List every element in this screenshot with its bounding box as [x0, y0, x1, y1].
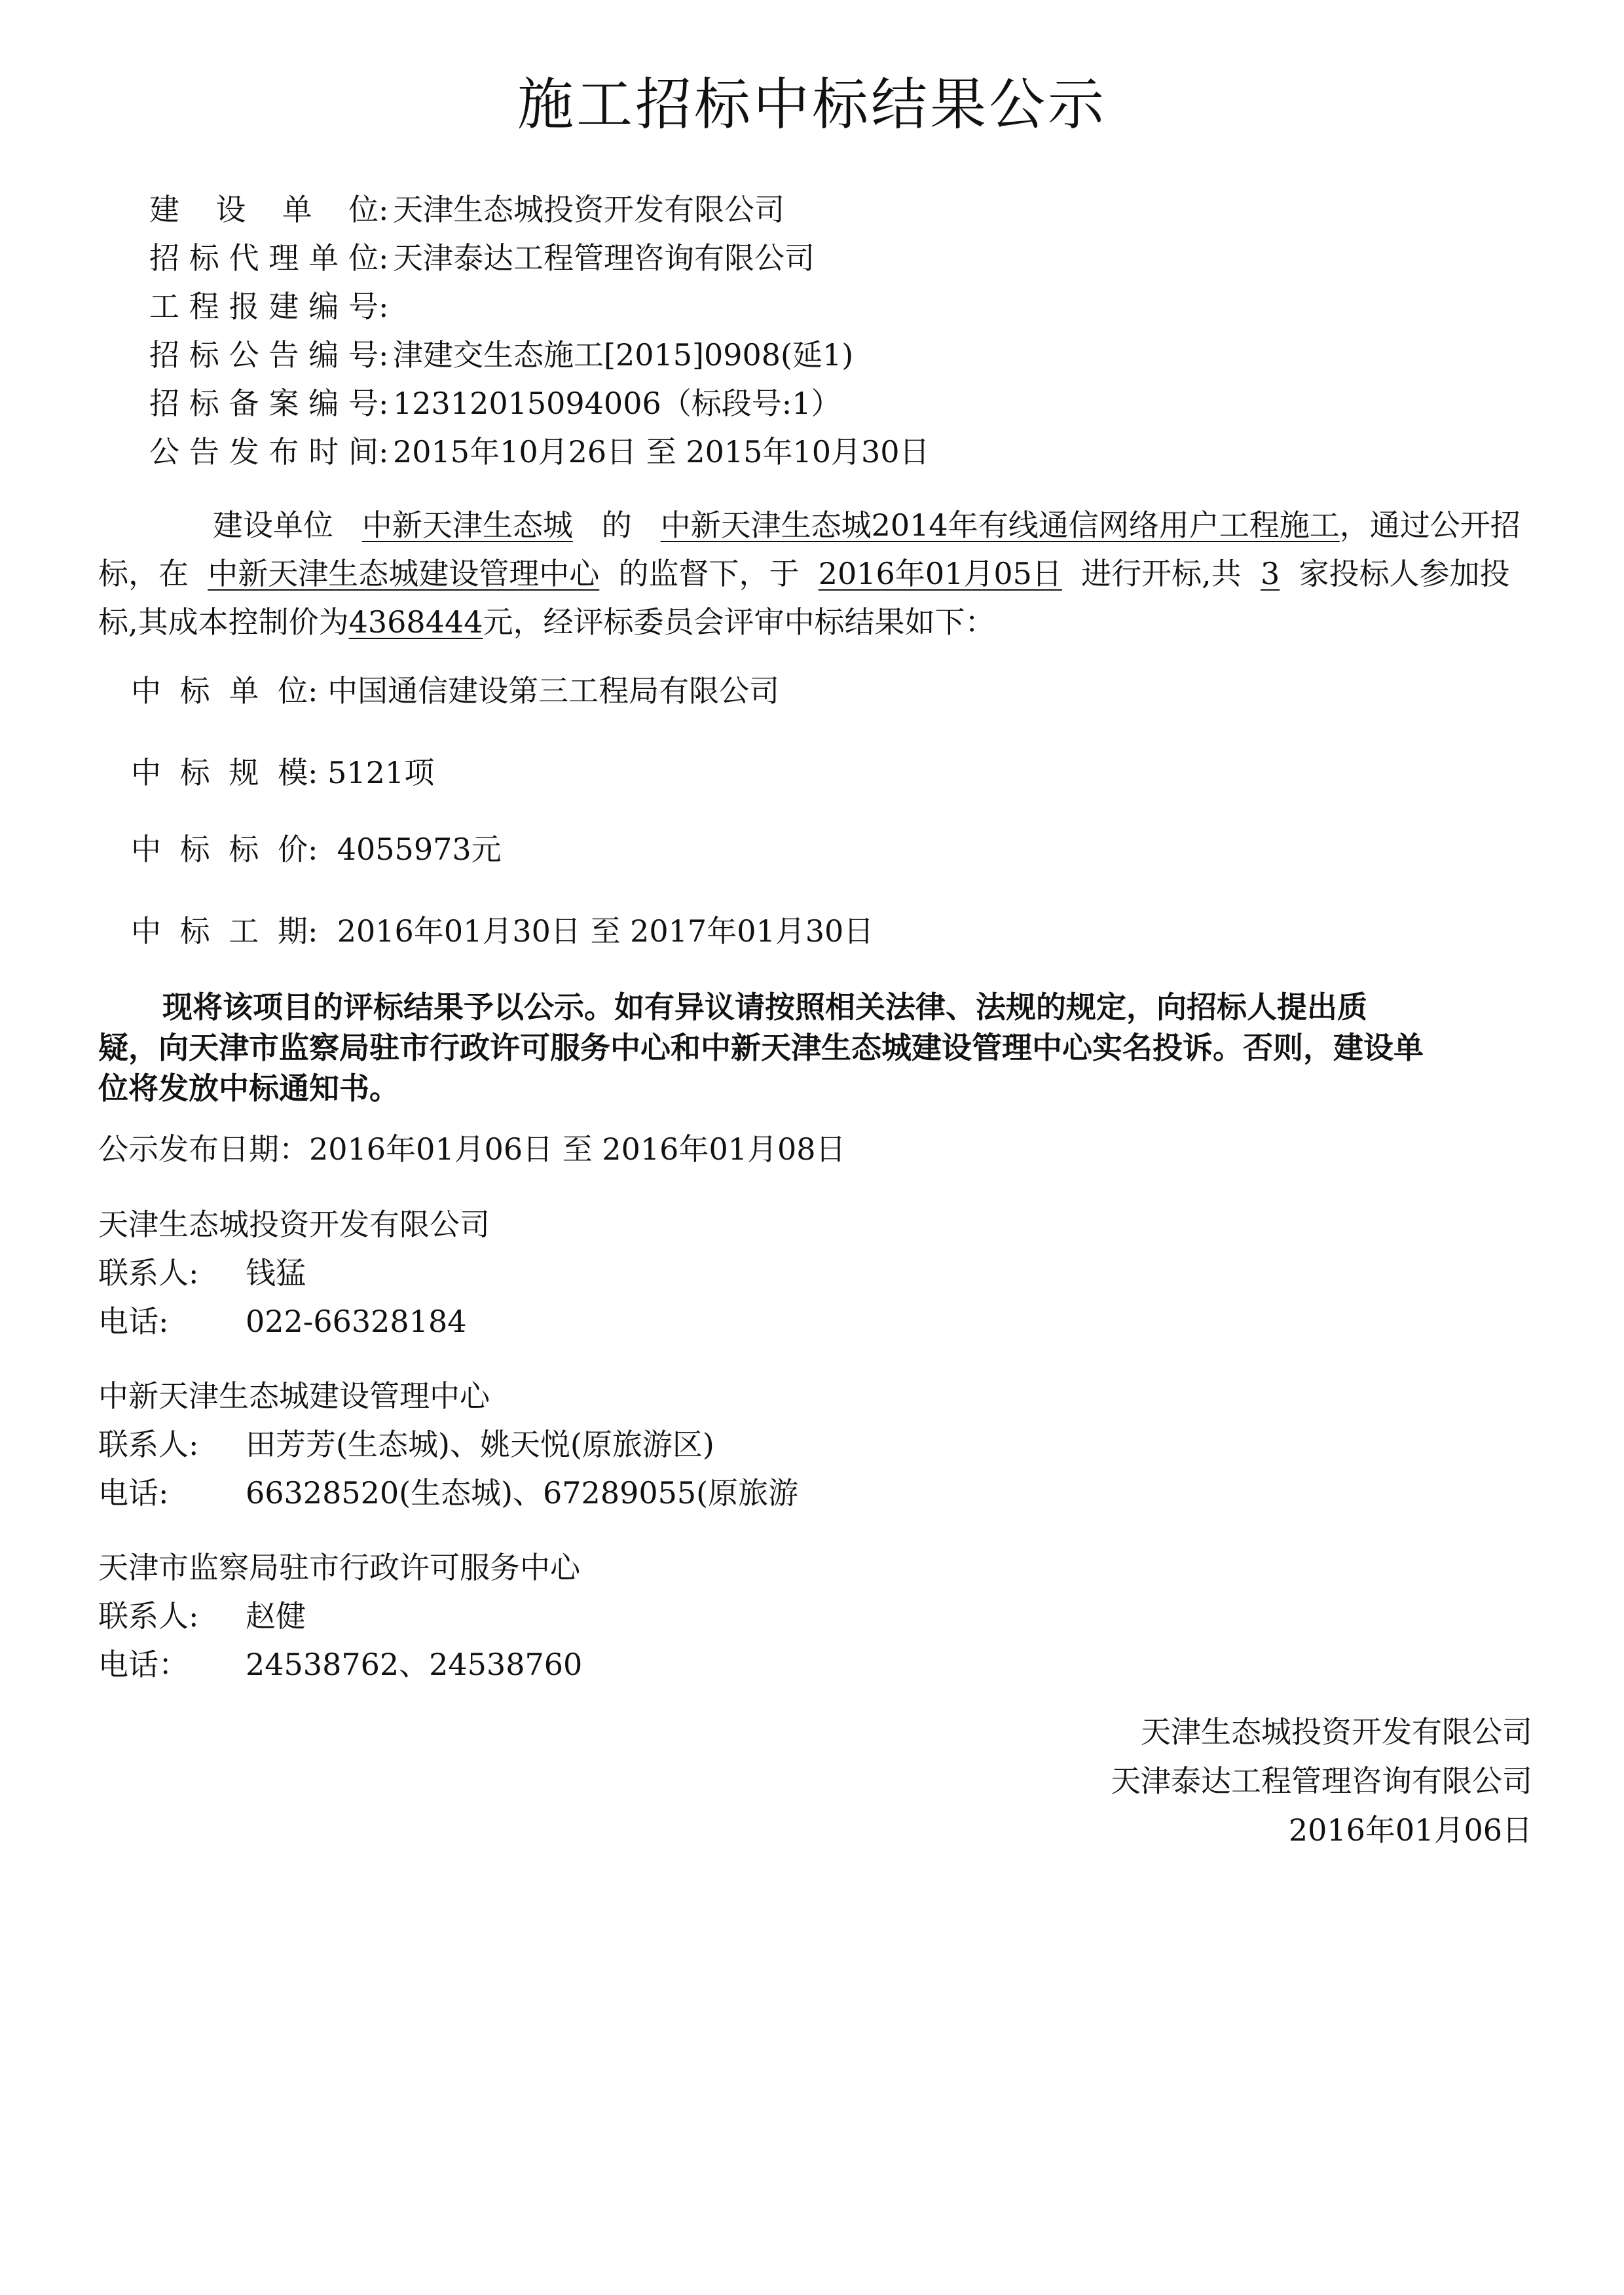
contact-phone-1: 电话: 022-66328184	[98, 1304, 467, 1339]
owner-name: 中新天津生态城	[361, 507, 573, 543]
info-label: 公告发布时间	[149, 434, 378, 469]
info-label: 招标公告编号	[149, 337, 378, 373]
info-value: 天津生态城投资开发有限公司	[393, 192, 784, 227]
page-title: 施工招标中标结果公示	[517, 72, 1107, 138]
award-row-duration: 中 标 工 期: 2016年01月30日 至 2017年01月30日	[131, 911, 874, 951]
bid-open-date: 2016年01月05日	[818, 556, 1062, 591]
award-label: 中 标 工 期	[131, 913, 308, 949]
info-row-publish-period: 公告发布时间: 2015年10月26日 至 2015年10月30日	[149, 432, 930, 471]
signature-date: 2016年01月06日	[1288, 1812, 1532, 1848]
contact-org-2: 中新天津生态城建设管理中心	[98, 1378, 490, 1414]
contact-person-2: 联系人: 田芳芳(生态城)、姚天悦(原旅游区)	[98, 1427, 714, 1462]
award-label: 中 标 单 位	[131, 673, 308, 708]
contact-org-1: 天津生态城投资开发有限公司	[98, 1207, 490, 1242]
signature-org-1: 天津生态城投资开发有限公司	[1141, 1714, 1532, 1750]
award-value: 4055973元	[327, 832, 502, 867]
body-line-3: 标,其成本控制价为4368444元，经评标委员会评审中标结果如下：	[98, 604, 995, 640]
contact-person-3: 联系人: 赵健	[98, 1598, 306, 1634]
signature-org-2: 天津泰达工程管理咨询有限公司	[1111, 1763, 1532, 1799]
info-value: 2015年10月26日 至 2015年10月30日	[393, 434, 930, 469]
body-line-2: 标，在 中新天津生态城建设管理中心 的监督下，于 2016年01月05日 进行开标,共 3 家投标人参加投	[98, 556, 1510, 591]
info-label: 招标代理单位	[149, 240, 378, 276]
contact-phone-3: 电话： 24538762、24538760	[98, 1647, 583, 1682]
contact-phone-2: 电话: 66328520(生态城)、67289055(原旅游	[98, 1475, 799, 1511]
info-row-owner: 建 设 单 位: 天津生态城投资开发有限公司	[149, 190, 784, 229]
info-value: 天津泰达工程管理咨询有限公司	[393, 240, 815, 276]
info-row-registration-no: 工程报建编号:	[149, 287, 393, 326]
contact-person-1: 联系人: 钱猛	[98, 1255, 306, 1291]
award-row-scale: 中 标 规 模: 5121项	[131, 753, 434, 792]
award-row-price: 中 标 标 价: 4055973元	[131, 830, 502, 869]
info-row-notice-no: 招标公告编号: 津建交生态施工[2015]0908(延1)	[149, 335, 853, 375]
project-name: 中新天津生态城2014年有线通信网络用户工程施工	[660, 507, 1340, 543]
info-row-filing-no: 招标备案编号: 12312015094006（标段号:1）	[149, 384, 841, 423]
contact-org-3: 天津市监察局驻市行政许可服务中心	[98, 1550, 580, 1585]
info-label: 工程报建编号	[149, 289, 378, 324]
info-label: 招标备案编号	[149, 386, 378, 421]
award-value: 5121项	[327, 755, 435, 790]
body-line-1: 建设单位 中新天津生态城 的 中新天津生态城2014年有线通信网络用户工程施工，通过公开招	[213, 507, 1521, 543]
award-value: 2016年01月30日 至 2017年01月30日	[327, 913, 874, 949]
notice-line-2: 疑，向天津市监察局驻市行政许可服务中心和中新天津生态城建设管理中心实名投诉。否则，建设单	[98, 1030, 1424, 1065]
award-row-winner: 中 标 单 位: 中国通信建设第三工程局有限公司	[131, 671, 779, 710]
info-value: 12312015094006（标段号:1）	[393, 386, 841, 421]
award-label: 中 标 标 价	[131, 832, 308, 867]
bidder-count: 3	[1261, 556, 1280, 591]
info-row-agent: 招标代理单位: 天津泰达工程管理咨询有限公司	[149, 238, 815, 278]
award-label: 中 标 规 模	[131, 755, 308, 790]
cost-control-price: 4368444	[348, 604, 483, 640]
publish-date: 公示发布日期：2016年01月06日 至 2016年01月08日	[98, 1131, 846, 1167]
info-label: 建 设 单 位	[149, 192, 378, 227]
award-value: 中国通信建设第三工程局有限公司	[327, 673, 780, 708]
info-value: 津建交生态施工[2015]0908(延1)	[393, 337, 854, 373]
supervisor-name: 中新天津生态城建设管理中心	[208, 556, 600, 591]
notice-line-3: 位将发放中标通知书。	[98, 1071, 399, 1106]
notice-line-1: 现将该项目的评标结果予以公示。如有异议请按照相关法律、法规的规定，向招标人提出质	[162, 989, 1367, 1025]
